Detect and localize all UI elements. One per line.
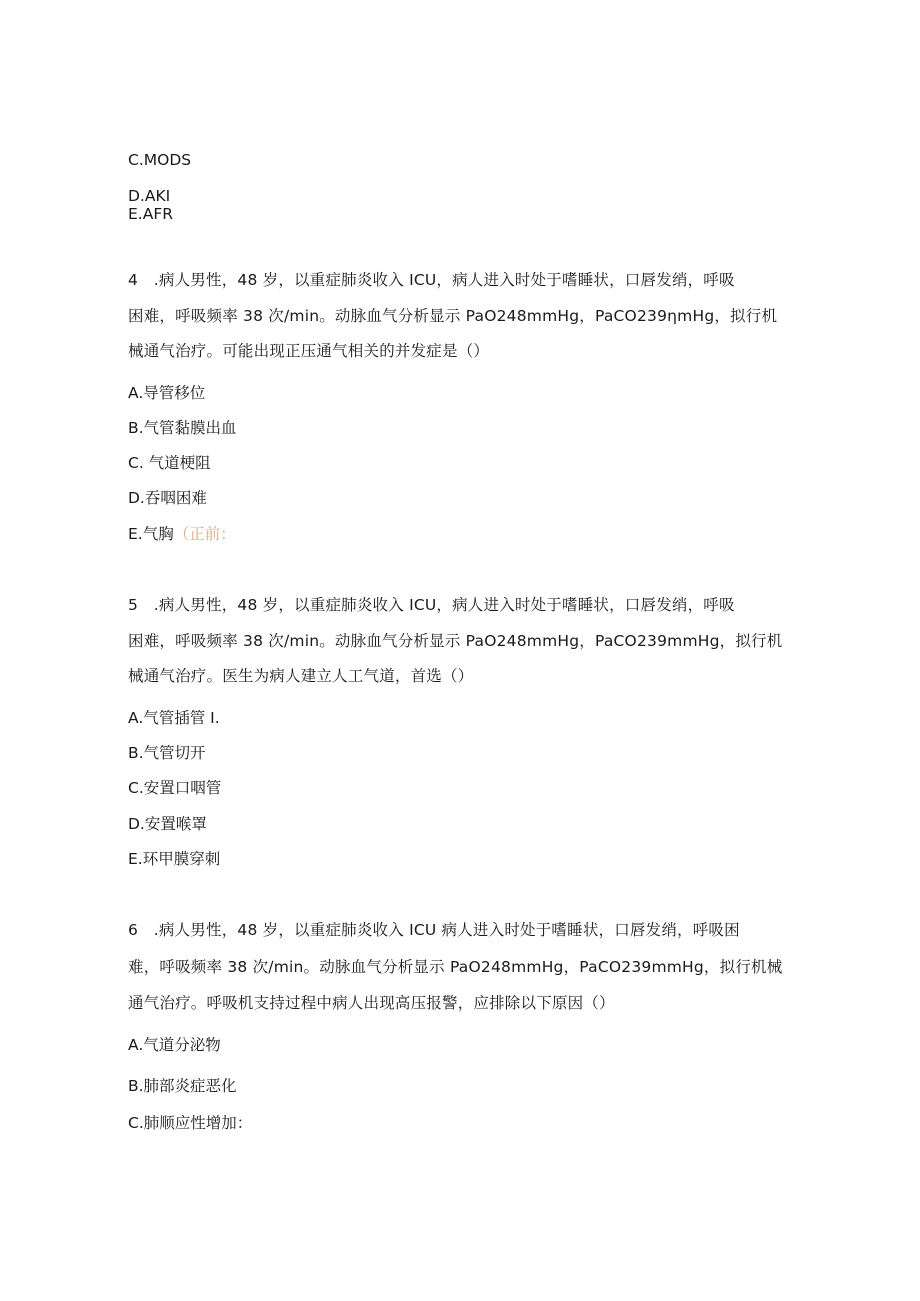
question-4-line-3: 械通气治疗。可能出现正压通气相关的并发症是（） (128, 342, 490, 360)
answer-note: （正前： (173, 525, 236, 543)
question-6-option-c: C.肺顺应性增加： (128, 1114, 253, 1132)
question-5-option-d: D.安置喉罩 (128, 815, 207, 833)
question-5-line-2: 困难，呼吸频率 38 次∕min。动脉血气分析显示 PaO248mmHg，PaCO239mmHg，拟行机 (128, 632, 783, 650)
option-e-afr: E.AFR (128, 205, 174, 223)
question-4-line-1: 4 .病人男性，48 岁，以重症肺炎收入 ICU，病人进入时处于嗜睡状，口唇发绡，呼吸 (128, 271, 735, 289)
question-4-option-b: B.气管黏膜出血 (128, 419, 237, 437)
question-4-option-e-text: E.气胸 (128, 525, 174, 543)
question-4-option-c: C. 气道梗阻 (128, 454, 211, 472)
question-4-option-d: D.吞咽困难 (128, 489, 207, 507)
question-6-line-2: 难，呼吸频率 38 次∕min。动脉血气分析显示 PaO248mmHg，PaCO239mmHg，拟行机械 (128, 958, 783, 976)
question-6-line-1: 6 .病人男性，48 岁，以重症肺炎收入 ICU 病人进入时处于嗜睡状，口唇发绡，呼吸困 (128, 921, 740, 939)
question-5-option-a: A.气管插管 I. (128, 709, 220, 727)
question-4-line-2: 困难，呼吸频率 38 次∕min。动脉血气分析显示 PaO248mmHg，PaCO239ηmHg，拟行机 (128, 307, 778, 325)
question-6-option-a: A.气道分泌物 (128, 1036, 221, 1054)
question-5-line-1: 5 .病人男性，48 岁，以重症肺炎收入 ICU，病人进入时处于嗜睡状，口唇发绡，呼吸 (128, 596, 735, 614)
option-c-mods: C.MODS (128, 151, 192, 169)
question-6-option-b: B.肺部炎症恶化 (128, 1077, 237, 1095)
question-5-option-b: B.气管切开 (128, 744, 206, 762)
question-5-option-e: E.环甲膜穿刺 (128, 850, 221, 868)
question-5-option-c: C.安置口咽管 (128, 779, 222, 797)
question-4-option-e (128, 524, 236, 544)
option-d-aki: D.AKI (128, 187, 171, 205)
question-6-line-3: 通气治疗。呼吸机支持过程中病人出现高压报警，应排除以下原因（） (128, 994, 615, 1012)
question-5-line-3: 械通气治疗。医生为病人建立人工气道，首选（） (128, 667, 474, 685)
question-4-option-a: A.导管移位 (128, 384, 206, 402)
